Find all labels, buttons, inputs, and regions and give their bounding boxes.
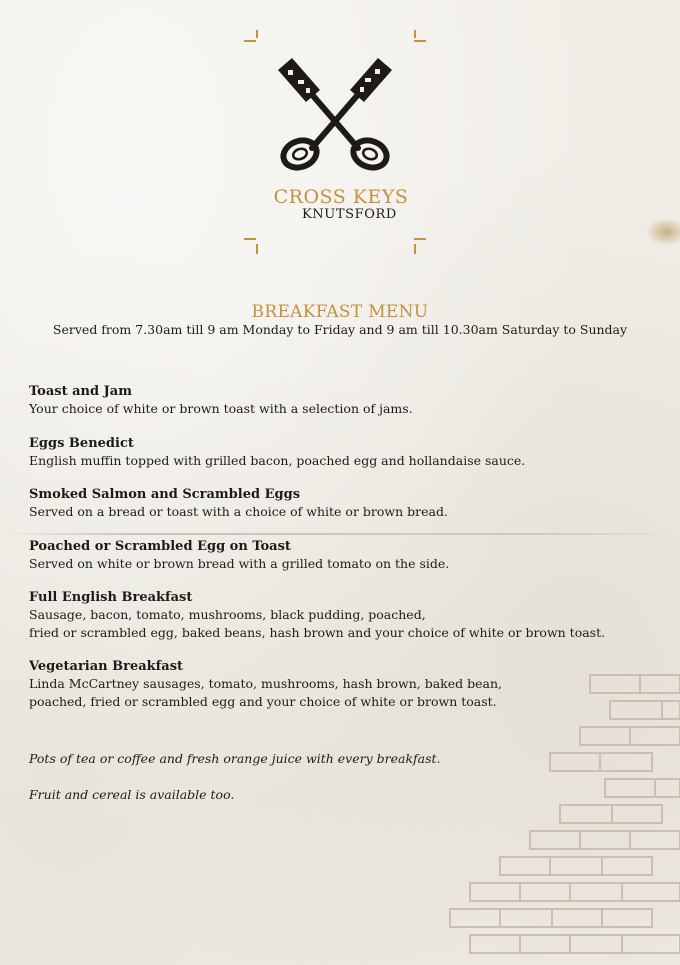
menu-item-description-line-2: fried or scrambled egg, baked beans, hash brown and your choice of white or brown toast. (29, 624, 606, 640)
menu-item-toast-and-jam (29, 383, 659, 418)
corner-bracket-bottom-left (244, 238, 258, 248)
menu-item-name: Toast and Jam (29, 384, 132, 399)
menu-item-name: Poached or Scrambled Egg on Toast (29, 538, 291, 554)
brick-wall-illustration (440, 665, 680, 965)
menu-item-description-line-1: Linda McCartney sausages, tomato, mushrooms, hash brown, baked bean, (29, 676, 502, 691)
paper-stain (646, 218, 680, 246)
menu-item-description: Served on a bread or toast with a choice of white or brown bread. (29, 504, 448, 519)
corner-bracket-top-left (244, 30, 258, 40)
brand-name: CROSS KEYS (273, 186, 409, 208)
menu-item-description-line-2: poached, fried or scrambled egg and your choice of white or brown toast. (29, 693, 497, 709)
menu-item-name: Smoked Salmon and Scrambled Eggs (29, 487, 301, 502)
menu-item-egg-on-toast (29, 538, 659, 573)
menu-item-full-english (29, 589, 659, 641)
menu-item-description: Served on white or brown bread with a grilled tomato on the side. (29, 555, 450, 571)
corner-bracket-bottom-right (414, 238, 428, 248)
menu-item-description-line-1: Sausage, bacon, tomato, mushrooms, black pudding, poached, (29, 607, 426, 622)
corner-bracket-top-right (414, 30, 428, 40)
crossed-keys-icon (272, 56, 398, 176)
menu-item-description: Your choice of white or brown toast with a selection of jams. (29, 401, 413, 416)
menu-item-smoked-salmon (29, 486, 659, 521)
brand-town: KNUTSFORD (302, 207, 397, 222)
menu-item-eggs-benedict (29, 435, 659, 470)
drinks-note: Pots of tea or coffee and fresh orange juice with every breakfast. (29, 751, 441, 766)
menu-item-description: English muffin topped with grilled bacon, poached egg and hollandaise sauce. (29, 452, 526, 468)
serving-hours: Served from 7.30am till 9 am Monday to Friday and 9 am till 10.30am Saturday to Sunday (52, 322, 628, 337)
menu-item-name: Full English Breakfast (29, 590, 193, 605)
fruit-cereal-note: Fruit and cereal is available too. (29, 787, 235, 802)
menu-item-name: Vegetarian Breakfast (29, 659, 184, 674)
menu-title: BREAKFAST MENU (251, 302, 429, 322)
menu-item-name: Eggs Benedict (29, 435, 134, 451)
